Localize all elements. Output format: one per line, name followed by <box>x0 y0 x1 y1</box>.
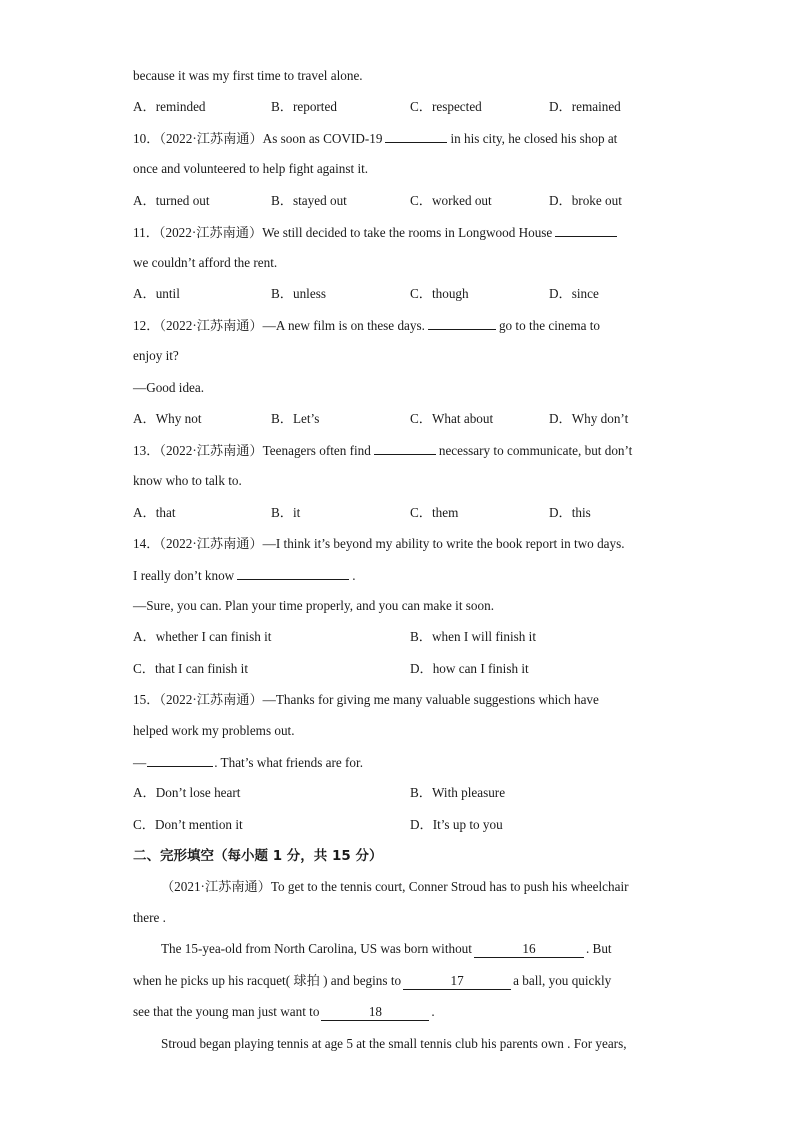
question-11-continuation <box>133 253 664 273</box>
q9-option-c[interactable]: C．respected <box>410 99 482 114</box>
question-15-continuation <box>133 721 664 741</box>
passage-text: see that the young man just want to <box>133 1004 320 1019</box>
q14-reply: —Sure, you can. Plan your time properly, and you can make it soon. <box>133 598 494 613</box>
q13-option-a[interactable]: A．that <box>133 505 176 520</box>
q9-option-b[interactable]: B．reported <box>271 99 337 114</box>
passage-text: . But <box>585 941 612 956</box>
q10-option-d[interactable]: D．broke out <box>549 193 622 208</box>
q12-option-a[interactable]: A．Why not <box>133 411 202 426</box>
q15-option-d[interactable]: D．It’s up to you <box>410 817 503 832</box>
q10-option-c[interactable]: C．worked out <box>410 193 492 208</box>
q11-option-a[interactable]: A．until <box>133 286 180 301</box>
q13-option-c[interactable]: C．them <box>410 505 459 520</box>
q9-option-a[interactable]: A．reminded <box>133 99 206 114</box>
section-heading: 二、完形填空（每小题 1 分，共 15 分） <box>133 848 383 864</box>
question-15-stem <box>133 690 664 710</box>
passage-line <box>133 1002 664 1022</box>
q11-cont: we couldn’t afford the rent. <box>133 255 278 270</box>
q15-option-a[interactable]: A．Don’t lose heart <box>133 785 241 800</box>
question-14-continuation <box>133 565 664 586</box>
passage-text: a ball, you quickly <box>513 973 612 988</box>
q14-option-c[interactable]: C．that I can finish it <box>133 661 249 676</box>
answer-blank[interactable] <box>555 222 617 237</box>
passage-line <box>161 939 664 959</box>
question-10-stem <box>133 128 664 149</box>
cloze-blank-17[interactable]: 17 <box>403 973 511 990</box>
answer-blank[interactable] <box>374 440 436 455</box>
question-10-continuation <box>133 159 664 179</box>
question-13-continuation <box>133 471 664 491</box>
q14-stem-pre: 14．（2022·江苏南通）—I think it’s beyond my ability to write the book report in two days. <box>133 536 625 551</box>
q15-dash: — <box>133 755 147 770</box>
q10-stem-pre: 10．（2022·江苏南通）As soon as COVID-19 <box>133 131 383 146</box>
q12-reply: —Good idea. <box>133 380 205 395</box>
question-9-continuation: because it was my first time to travel alone. <box>133 68 363 83</box>
q12-option-b[interactable]: B．Let’s <box>271 411 320 426</box>
q12-stem-post: go to the cinema to <box>498 318 601 333</box>
cloze-blank-18[interactable]: 18 <box>321 1004 429 1021</box>
question-15-reply <box>133 752 664 773</box>
question-12-reply <box>133 378 664 398</box>
q15-stem-pre: 15．（2022·江苏南通）—Thanks for giving me many valuable suggestions which have <box>133 692 599 707</box>
q13-option-b[interactable]: B．it <box>271 505 301 520</box>
q15-cont: helped work my problems out. <box>133 723 295 738</box>
q14-option-a[interactable]: A．whether I can finish it <box>133 629 272 644</box>
q12-option-d[interactable]: D．Why don’t <box>549 411 629 426</box>
q12-cont: enjoy it? <box>133 348 179 363</box>
passage-text: Stroud began playing tennis at age 5 at the small tennis club his parents own . For years, <box>161 1036 627 1051</box>
q14-dot: . <box>352 568 356 583</box>
q11-option-b[interactable]: B．unless <box>271 286 326 301</box>
q14-option-d[interactable]: D．how can I finish it <box>410 661 529 676</box>
q11-option-d[interactable]: D．since <box>549 286 599 301</box>
q15-post: . That’s what friends are for. <box>214 755 363 770</box>
q9-option-d[interactable]: D．remained <box>549 99 621 114</box>
q10-stem-post: in his city, he closed his shop at <box>450 131 618 146</box>
q13-stem-pre: 13．（2022·江苏南通）Teenagers often find <box>133 443 371 458</box>
answer-blank[interactable] <box>428 315 496 330</box>
q13-stem-post: necessary to communicate, but don’t <box>438 443 633 458</box>
question-12-continuation <box>133 346 664 366</box>
question-13-stem <box>133 440 664 461</box>
question-14-reply <box>133 596 664 616</box>
question-12-stem <box>133 315 664 336</box>
passage-text: The 15-yea-old from North Carolina, US was born without <box>161 941 472 956</box>
cloze-blank-16[interactable]: 16 <box>474 941 584 958</box>
q15-option-c[interactable]: C．Don’t mention it <box>133 817 243 832</box>
q10-option-b[interactable]: B．stayed out <box>271 193 347 208</box>
q15-option-b[interactable]: B．With pleasure <box>410 785 506 800</box>
question-9-text <box>133 66 664 86</box>
answer-blank[interactable] <box>237 565 349 580</box>
q10-cont: once and volunteered to help fight against it. <box>133 161 369 176</box>
q13-option-d[interactable]: D．this <box>549 505 591 520</box>
q14-cont: I really don’t know <box>133 568 235 583</box>
passage-text: （2021·江苏南通）To get to the tennis court, Conner Stroud has to push his wheelchair <box>161 879 629 894</box>
q11-stem-pre: 11．（2022·江苏南通）We still decided to take the rooms in Longwood House <box>133 225 553 240</box>
q14-option-b[interactable]: B．when I will finish it <box>410 629 537 644</box>
passage-line <box>161 877 664 897</box>
passage-line <box>133 908 664 928</box>
passage-line <box>161 1034 664 1054</box>
question-14-stem <box>133 534 664 554</box>
q10-option-a[interactable]: A．turned out <box>133 193 210 208</box>
question-11-stem <box>133 222 664 243</box>
answer-blank[interactable] <box>147 752 213 767</box>
q12-stem-pre: 12．（2022·江苏南通）—A new film is on these days. <box>133 318 425 333</box>
passage-line <box>133 971 664 991</box>
passage-text: . <box>431 1004 435 1019</box>
answer-blank[interactable] <box>385 128 447 143</box>
q13-cont: know who to talk to. <box>133 473 242 488</box>
passage-text: there . <box>133 910 166 925</box>
q12-option-c[interactable]: C．What about <box>410 411 494 426</box>
passage-text: when he picks up his racquet( 球拍 ) and begins to <box>133 973 402 988</box>
q11-option-c[interactable]: C．though <box>410 286 469 301</box>
